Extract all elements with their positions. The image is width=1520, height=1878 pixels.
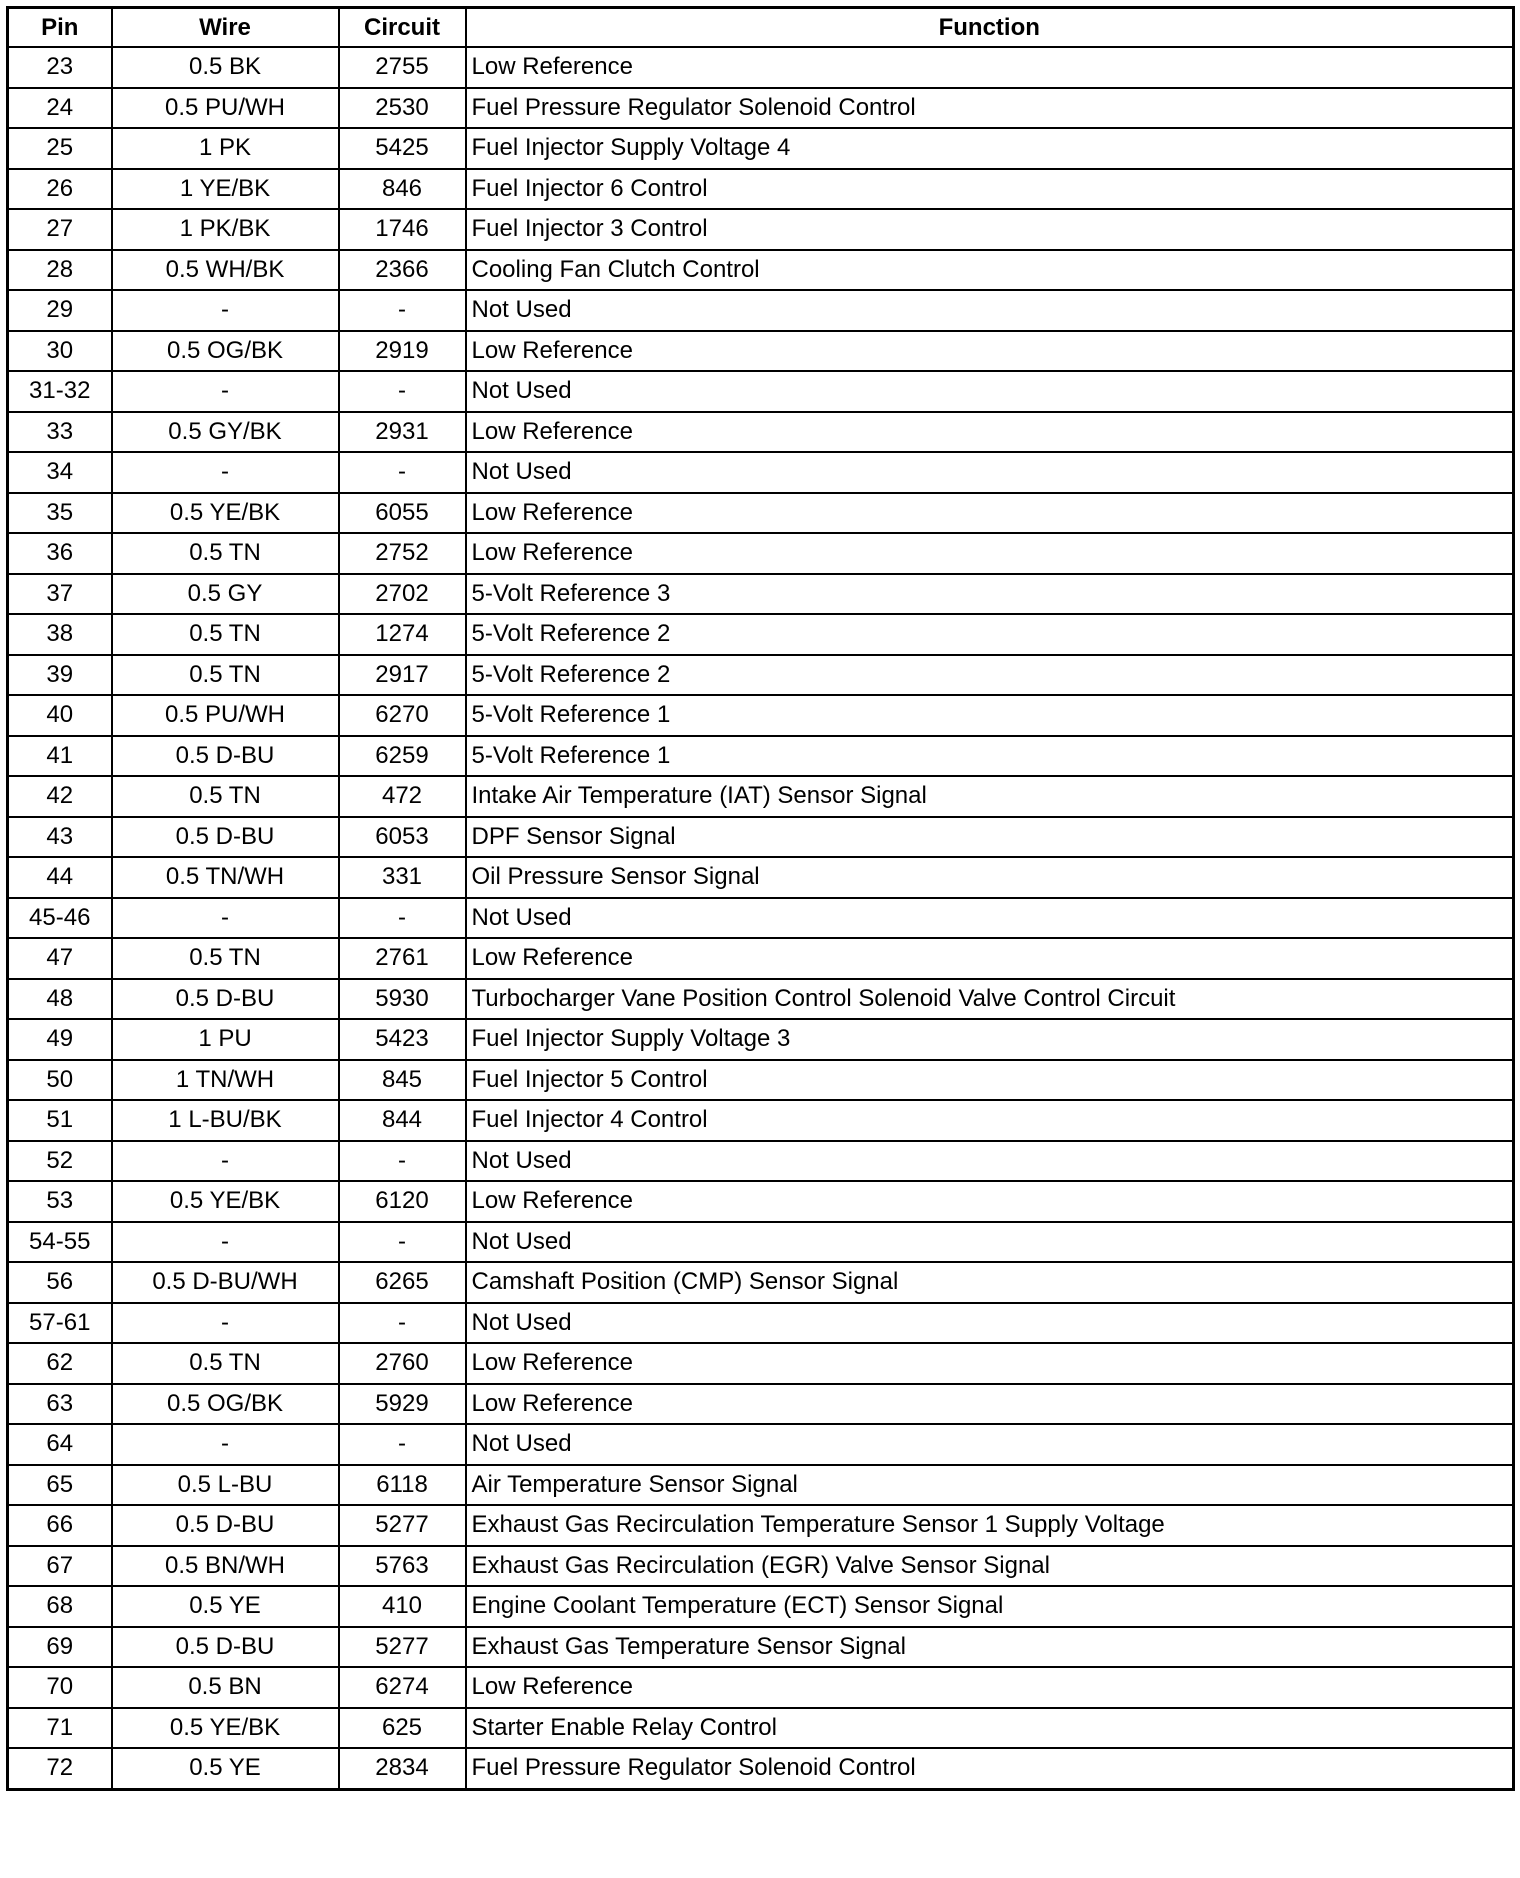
function-cell: Not Used — [466, 290, 1514, 331]
wire-cell: 0.5 D-BU/WH — [112, 1262, 339, 1303]
circuit-cell: - — [339, 1141, 466, 1182]
table-row — [8, 452, 1514, 493]
pin-cell: 36 — [8, 533, 112, 574]
table-row — [8, 1505, 1514, 1546]
wire-cell: 0.5 BK — [112, 47, 339, 88]
pin-cell: 28 — [8, 250, 112, 291]
circuit-cell: 6259 — [339, 736, 466, 777]
table-row — [8, 979, 1514, 1020]
pin-cell: 45-46 — [8, 898, 112, 939]
table-row — [8, 371, 1514, 412]
table-row — [8, 857, 1514, 898]
table-row — [8, 1748, 1514, 1789]
table-row — [8, 290, 1514, 331]
function-cell: Cooling Fan Clutch Control — [466, 250, 1514, 291]
table-row — [8, 614, 1514, 655]
function-cell: Intake Air Temperature (IAT) Sensor Signal — [466, 776, 1514, 817]
circuit-cell: 2834 — [339, 1748, 466, 1789]
pin-cell: 53 — [8, 1181, 112, 1222]
pin-cell: 51 — [8, 1100, 112, 1141]
header-row — [8, 8, 1514, 48]
pin-cell: 47 — [8, 938, 112, 979]
wire-cell: 1 TN/WH — [112, 1060, 339, 1101]
table-row — [8, 1667, 1514, 1708]
circuit-cell: 2760 — [339, 1343, 466, 1384]
circuit-cell: 5425 — [339, 128, 466, 169]
function-cell: 5-Volt Reference 2 — [466, 614, 1514, 655]
wire-cell: 0.5 YE — [112, 1748, 339, 1789]
circuit-cell: - — [339, 371, 466, 412]
wire-cell: 0.5 BN — [112, 1667, 339, 1708]
table-row — [8, 1303, 1514, 1344]
pin-cell: 72 — [8, 1748, 112, 1789]
wire-cell: 0.5 YE/BK — [112, 1708, 339, 1749]
table-row — [8, 1262, 1514, 1303]
pin-cell: 24 — [8, 88, 112, 129]
pin-cell: 39 — [8, 655, 112, 696]
function-cell: Low Reference — [466, 938, 1514, 979]
pin-cell: 42 — [8, 776, 112, 817]
function-cell: Exhaust Gas Recirculation (EGR) Valve Sensor Signal — [466, 1546, 1514, 1587]
table-row — [8, 776, 1514, 817]
function-cell: Not Used — [466, 452, 1514, 493]
function-cell: Low Reference — [466, 533, 1514, 574]
circuit-cell: - — [339, 898, 466, 939]
pin-cell: 44 — [8, 857, 112, 898]
circuit-cell: 2752 — [339, 533, 466, 574]
circuit-cell: - — [339, 452, 466, 493]
wire-cell: 0.5 YE/BK — [112, 1181, 339, 1222]
function-cell: Turbocharger Vane Position Control Solenoid Valve Control Circuit — [466, 979, 1514, 1020]
wire-cell: 0.5 PU/WH — [112, 695, 339, 736]
circuit-cell: 6053 — [339, 817, 466, 858]
table-row — [8, 128, 1514, 169]
wire-cell: 0.5 GY — [112, 574, 339, 615]
table-row — [8, 1546, 1514, 1587]
function-cell: Air Temperature Sensor Signal — [466, 1465, 1514, 1506]
circuit-cell: 5930 — [339, 979, 466, 1020]
circuit-cell: 6265 — [339, 1262, 466, 1303]
table-row — [8, 1222, 1514, 1263]
wire-cell: 1 PU — [112, 1019, 339, 1060]
function-cell: Not Used — [466, 1303, 1514, 1344]
table-row — [8, 1586, 1514, 1627]
function-cell: Exhaust Gas Recirculation Temperature Sensor 1 Supply Voltage — [466, 1505, 1514, 1546]
function-cell: Low Reference — [466, 1181, 1514, 1222]
table-row — [8, 412, 1514, 453]
circuit-cell: 331 — [339, 857, 466, 898]
circuit-cell: 6120 — [339, 1181, 466, 1222]
circuit-cell: 6118 — [339, 1465, 466, 1506]
pin-cell: 38 — [8, 614, 112, 655]
table-row — [8, 695, 1514, 736]
pin-cell: 65 — [8, 1465, 112, 1506]
table-row — [8, 88, 1514, 129]
table-row — [8, 1343, 1514, 1384]
pin-cell: 69 — [8, 1627, 112, 1668]
pin-cell: 35 — [8, 493, 112, 534]
function-cell: Not Used — [466, 1222, 1514, 1263]
wire-cell: 0.5 TN — [112, 655, 339, 696]
pin-cell: 64 — [8, 1424, 112, 1465]
pin-cell: 50 — [8, 1060, 112, 1101]
table-row — [8, 1384, 1514, 1425]
circuit-cell: 6274 — [339, 1667, 466, 1708]
function-cell: Fuel Pressure Regulator Solenoid Control — [466, 88, 1514, 129]
wire-cell: 0.5 D-BU — [112, 1627, 339, 1668]
circuit-cell: 845 — [339, 1060, 466, 1101]
function-cell: DPF Sensor Signal — [466, 817, 1514, 858]
function-cell: Fuel Injector 3 Control — [466, 209, 1514, 250]
circuit-cell: 472 — [339, 776, 466, 817]
table-row — [8, 1708, 1514, 1749]
pin-cell: 54-55 — [8, 1222, 112, 1263]
wire-cell: - — [112, 1424, 339, 1465]
function-cell: Fuel Pressure Regulator Solenoid Control — [466, 1748, 1514, 1789]
circuit-cell: 846 — [339, 169, 466, 210]
table-row — [8, 1060, 1514, 1101]
circuit-cell: 2755 — [339, 47, 466, 88]
connector-pinout-table — [6, 6, 1515, 1791]
function-cell: Oil Pressure Sensor Signal — [466, 857, 1514, 898]
header-wire: Wire — [112, 8, 339, 48]
circuit-cell: 844 — [339, 1100, 466, 1141]
wire-cell: 0.5 D-BU — [112, 736, 339, 777]
wire-cell: 1 L-BU/BK — [112, 1100, 339, 1141]
table-row — [8, 331, 1514, 372]
pin-cell: 34 — [8, 452, 112, 493]
wire-cell: 0.5 YE — [112, 1586, 339, 1627]
wire-cell: - — [112, 290, 339, 331]
function-cell: Not Used — [466, 1141, 1514, 1182]
pin-cell: 31-32 — [8, 371, 112, 412]
function-cell: Not Used — [466, 371, 1514, 412]
table-row — [8, 169, 1514, 210]
table-row — [8, 736, 1514, 777]
function-cell: 5-Volt Reference 1 — [466, 695, 1514, 736]
circuit-cell: 5929 — [339, 1384, 466, 1425]
function-cell: Low Reference — [466, 331, 1514, 372]
table-row — [8, 1627, 1514, 1668]
circuit-cell: 2917 — [339, 655, 466, 696]
pin-cell: 33 — [8, 412, 112, 453]
circuit-cell: 2702 — [339, 574, 466, 615]
table-row — [8, 493, 1514, 534]
table-header — [8, 8, 1514, 48]
table-row — [8, 1100, 1514, 1141]
circuit-cell: 5763 — [339, 1546, 466, 1587]
table-row — [8, 817, 1514, 858]
table-row — [8, 898, 1514, 939]
pin-cell: 56 — [8, 1262, 112, 1303]
function-cell: Low Reference — [466, 1384, 1514, 1425]
function-cell: Fuel Injector Supply Voltage 3 — [466, 1019, 1514, 1060]
function-cell: Engine Coolant Temperature (ECT) Sensor Signal — [466, 1586, 1514, 1627]
circuit-cell: - — [339, 1222, 466, 1263]
circuit-cell: - — [339, 290, 466, 331]
wire-cell: 0.5 OG/BK — [112, 331, 339, 372]
circuit-cell: - — [339, 1303, 466, 1344]
pin-cell: 26 — [8, 169, 112, 210]
circuit-cell: 6270 — [339, 695, 466, 736]
table-row — [8, 1181, 1514, 1222]
header-pin: Pin — [8, 8, 112, 48]
function-cell: Fuel Injector Supply Voltage 4 — [466, 128, 1514, 169]
wire-cell: 0.5 TN — [112, 533, 339, 574]
circuit-cell: 2761 — [339, 938, 466, 979]
pin-cell: 52 — [8, 1141, 112, 1182]
pin-cell: 71 — [8, 1708, 112, 1749]
pin-cell: 43 — [8, 817, 112, 858]
function-cell: Low Reference — [466, 47, 1514, 88]
table-row — [8, 209, 1514, 250]
wire-cell: 1 PK — [112, 128, 339, 169]
table-body — [8, 47, 1514, 1789]
function-cell: 5-Volt Reference 2 — [466, 655, 1514, 696]
function-cell: Fuel Injector 4 Control — [466, 1100, 1514, 1141]
function-cell: Low Reference — [466, 493, 1514, 534]
pin-cell: 25 — [8, 128, 112, 169]
pin-cell: 48 — [8, 979, 112, 1020]
wire-cell: 0.5 L-BU — [112, 1465, 339, 1506]
wire-cell: 0.5 GY/BK — [112, 412, 339, 453]
circuit-cell: 2931 — [339, 412, 466, 453]
pin-cell: 68 — [8, 1586, 112, 1627]
circuit-cell: 1274 — [339, 614, 466, 655]
table-row — [8, 250, 1514, 291]
circuit-cell: 5277 — [339, 1505, 466, 1546]
wire-cell: 1 PK/BK — [112, 209, 339, 250]
function-cell: 5-Volt Reference 3 — [466, 574, 1514, 615]
circuit-cell: 2919 — [339, 331, 466, 372]
circuit-cell: - — [339, 1424, 466, 1465]
function-cell: Exhaust Gas Temperature Sensor Signal — [466, 1627, 1514, 1668]
wire-cell: 0.5 D-BU — [112, 1505, 339, 1546]
circuit-cell: 5277 — [339, 1627, 466, 1668]
wire-cell: 0.5 YE/BK — [112, 493, 339, 534]
circuit-cell: 410 — [339, 1586, 466, 1627]
wire-cell: - — [112, 371, 339, 412]
circuit-cell: 6055 — [339, 493, 466, 534]
wire-cell: 0.5 OG/BK — [112, 1384, 339, 1425]
connector-pinout-table-container — [6, 6, 1512, 1791]
function-cell: Low Reference — [466, 1343, 1514, 1384]
wire-cell: 0.5 BN/WH — [112, 1546, 339, 1587]
table-row — [8, 1424, 1514, 1465]
wire-cell: 0.5 TN — [112, 938, 339, 979]
wire-cell: 0.5 WH/BK — [112, 250, 339, 291]
header-circuit: Circuit — [339, 8, 466, 48]
pin-cell: 37 — [8, 574, 112, 615]
wire-cell: - — [112, 1222, 339, 1263]
function-cell: Camshaft Position (CMP) Sensor Signal — [466, 1262, 1514, 1303]
circuit-cell: 625 — [339, 1708, 466, 1749]
function-cell: Not Used — [466, 1424, 1514, 1465]
table-row — [8, 533, 1514, 574]
table-row — [8, 1019, 1514, 1060]
wire-cell: - — [112, 1141, 339, 1182]
function-cell: Fuel Injector 5 Control — [466, 1060, 1514, 1101]
pin-cell: 41 — [8, 736, 112, 777]
table-row — [8, 47, 1514, 88]
wire-cell: - — [112, 452, 339, 493]
wire-cell: 0.5 TN — [112, 614, 339, 655]
function-cell: 5-Volt Reference 1 — [466, 736, 1514, 777]
wire-cell: 0.5 TN/WH — [112, 857, 339, 898]
circuit-cell: 2366 — [339, 250, 466, 291]
pin-cell: 57-61 — [8, 1303, 112, 1344]
pin-cell: 27 — [8, 209, 112, 250]
wire-cell: 0.5 TN — [112, 776, 339, 817]
wire-cell: 1 YE/BK — [112, 169, 339, 210]
circuit-cell: 5423 — [339, 1019, 466, 1060]
function-cell: Starter Enable Relay Control — [466, 1708, 1514, 1749]
table-row — [8, 1141, 1514, 1182]
pin-cell: 29 — [8, 290, 112, 331]
pin-cell: 30 — [8, 331, 112, 372]
circuit-cell: 2530 — [339, 88, 466, 129]
pin-cell: 40 — [8, 695, 112, 736]
function-cell: Low Reference — [466, 1667, 1514, 1708]
wire-cell: - — [112, 898, 339, 939]
function-cell: Fuel Injector 6 Control — [466, 169, 1514, 210]
pin-cell: 66 — [8, 1505, 112, 1546]
wire-cell: - — [112, 1303, 339, 1344]
circuit-cell: 1746 — [339, 209, 466, 250]
table-row — [8, 938, 1514, 979]
function-cell: Low Reference — [466, 412, 1514, 453]
table-row — [8, 1465, 1514, 1506]
pin-cell: 63 — [8, 1384, 112, 1425]
table-row — [8, 655, 1514, 696]
header-function: Function — [466, 8, 1514, 48]
pin-cell: 49 — [8, 1019, 112, 1060]
wire-cell: 0.5 PU/WH — [112, 88, 339, 129]
function-cell: Not Used — [466, 898, 1514, 939]
wire-cell: 0.5 TN — [112, 1343, 339, 1384]
table-row — [8, 574, 1514, 615]
wire-cell: 0.5 D-BU — [112, 979, 339, 1020]
pin-cell: 70 — [8, 1667, 112, 1708]
pin-cell: 23 — [8, 47, 112, 88]
wire-cell: 0.5 D-BU — [112, 817, 339, 858]
pin-cell: 67 — [8, 1546, 112, 1587]
pin-cell: 62 — [8, 1343, 112, 1384]
